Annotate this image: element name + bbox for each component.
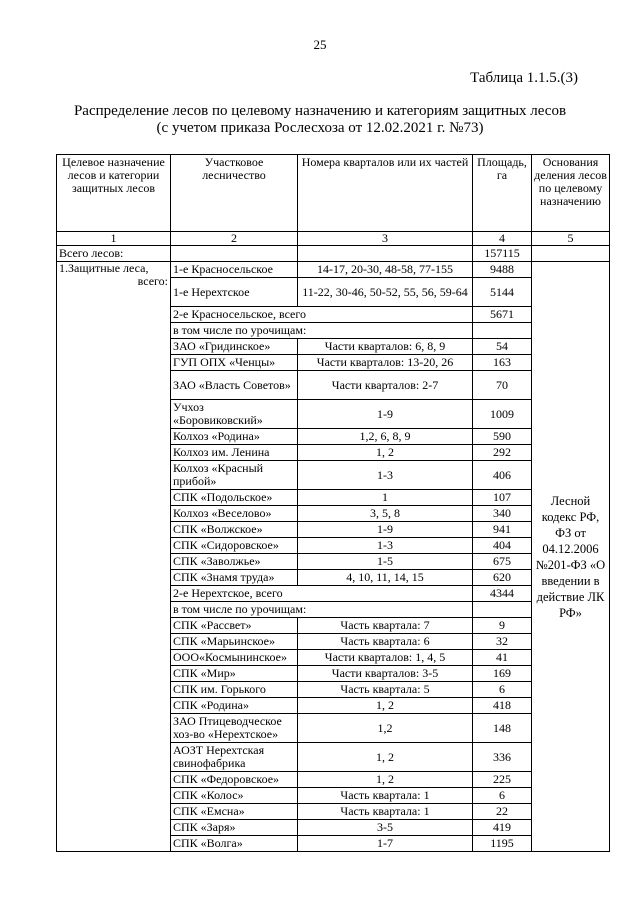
quarters-cell: 14-17, 20-30, 48-58, 77-155 xyxy=(298,262,473,278)
forestry-cell: СПК «Федоровское» xyxy=(171,772,298,788)
table-title xyxy=(0,103,640,137)
total-label: Всего лесов: xyxy=(57,246,171,262)
area-cell: 41 xyxy=(473,650,532,666)
forestry-cell: 1-е Красносельское xyxy=(171,262,298,278)
forestry-cell: АОЗТ Нерехтская свинофабрика xyxy=(171,743,298,772)
forestry-cell: СПК «Подольское» xyxy=(171,490,298,506)
quarters-cell: Часть квартала: 7 xyxy=(298,618,473,634)
quarters-cell: Часть квартала: 5 xyxy=(298,682,473,698)
area-cell: 419 xyxy=(473,820,532,836)
col-number: 1 xyxy=(57,232,171,246)
area-cell: 54 xyxy=(473,339,532,355)
table-body xyxy=(57,246,610,852)
title-line-2: (с учетом приказа Рослесхоза от 12.02.2021 г. №73) xyxy=(156,120,484,136)
quarters-cell: Часть квартала: 1 xyxy=(298,804,473,820)
area-cell: 225 xyxy=(473,772,532,788)
col-number: 2 xyxy=(171,232,298,246)
quarters-cell: 1 xyxy=(298,490,473,506)
area-cell: 590 xyxy=(473,429,532,445)
forestry-cell: 1-е Нерехтское xyxy=(171,278,298,307)
area-cell: 70 xyxy=(473,371,532,400)
forestry-cell: Колхоз «Красный прибой» xyxy=(171,461,298,490)
area-cell: 9488 xyxy=(473,262,532,278)
forest-distribution-table xyxy=(56,154,610,852)
area-cell: 1195 xyxy=(473,836,532,852)
table-row xyxy=(57,262,610,278)
subheading-label: в том числе по урочищам: xyxy=(171,602,473,618)
quarters-cell: 11-22, 30-46, 50-52, 55, 56, 59-64 xyxy=(298,278,473,307)
area-cell: 1009 xyxy=(473,400,532,429)
col-header-forestry: Участковое лесничество xyxy=(171,155,298,232)
forestry-cell: ЗАО Птицеводческое хоз-во «Нерехтское» xyxy=(171,714,298,743)
area-cell: 620 xyxy=(473,570,532,586)
forestry-cell: СПК «Волга» xyxy=(171,836,298,852)
col-number: 3 xyxy=(298,232,473,246)
quarters-cell: Часть квартала: 6 xyxy=(298,634,473,650)
area-cell: 6 xyxy=(473,788,532,804)
forestry-cell: СПК «Родина» xyxy=(171,698,298,714)
forestry-cell: ГУП ОПХ «Ченцы» xyxy=(171,355,298,371)
forestry-cell: СПК «Волжское» xyxy=(171,522,298,538)
area-cell: 292 xyxy=(473,445,532,461)
area-cell: 404 xyxy=(473,538,532,554)
quarters-cell: Части кварталов: 2-7 xyxy=(298,371,473,400)
forestry-cell: СПК им. Горького xyxy=(171,682,298,698)
total-area: 157115 xyxy=(473,246,532,262)
quarters-cell: 1, 2 xyxy=(298,772,473,788)
quarters-cell: 1-9 xyxy=(298,400,473,429)
quarters-cell: 3-5 xyxy=(298,820,473,836)
area-cell: 148 xyxy=(473,714,532,743)
forestry-cell: СПК «Емсна» xyxy=(171,804,298,820)
area-cell: 107 xyxy=(473,490,532,506)
quarters-cell: Части кварталов: 13-20, 26 xyxy=(298,355,473,371)
total-row xyxy=(57,246,610,262)
forestry-cell: СПК «Заволжье» xyxy=(171,554,298,570)
category-label xyxy=(57,262,171,852)
forestry-cell: СПК «Колос» xyxy=(171,788,298,804)
area-cell: 941 xyxy=(473,522,532,538)
forestry-cell: СПК «Знамя труда» xyxy=(171,570,298,586)
quarters-cell: 4, 10, 11, 14, 15 xyxy=(298,570,473,586)
area-cell: 340 xyxy=(473,506,532,522)
area-cell: 6 xyxy=(473,682,532,698)
forestry-cell: СПК «Марьинское» xyxy=(171,634,298,650)
quarters-cell: Часть квартала: 1 xyxy=(298,788,473,804)
quarters-cell: 1, 2 xyxy=(298,698,473,714)
quarters-cell: Части кварталов: 6, 8, 9 xyxy=(298,339,473,355)
col-number: 4 xyxy=(473,232,532,246)
forestry-cell: ЗАО «Гридинское» xyxy=(171,339,298,355)
forestry-cell: Колхоз им. Ленина xyxy=(171,445,298,461)
quarters-cell: 1-3 xyxy=(298,538,473,554)
page-number: 25 xyxy=(313,37,327,52)
area-cell: 675 xyxy=(473,554,532,570)
subtotal-label: 2-е Красносельское, всего xyxy=(171,307,473,323)
table-label: Таблица 1.1.5.(3) xyxy=(470,70,578,86)
forestry-cell: СПК «Рассвет» xyxy=(171,618,298,634)
forestry-cell: ООО«Космынинское» xyxy=(171,650,298,666)
area-cell: 406 xyxy=(473,461,532,490)
area-cell: 4344 xyxy=(473,586,532,602)
forestry-cell: СПК «Мир» xyxy=(171,666,298,682)
quarters-cell: 1-5 xyxy=(298,554,473,570)
forestry-cell: СПК «Заря» xyxy=(171,820,298,836)
quarters-cell: 1,2 xyxy=(298,714,473,743)
col-number: 5 xyxy=(532,232,610,246)
quarters-cell: 1,2, 6, 8, 9 xyxy=(298,429,473,445)
area-cell: 5671 xyxy=(473,307,532,323)
forestry-cell: Колхоз «Веселово» xyxy=(171,506,298,522)
quarters-cell: 3, 5, 8 xyxy=(298,506,473,522)
area-cell: 163 xyxy=(473,355,532,371)
quarters-cell: 1-3 xyxy=(298,461,473,490)
category-label-line1: 1.Защитные леса, xyxy=(59,261,149,275)
area-cell: 336 xyxy=(473,743,532,772)
area-cell: 5144 xyxy=(473,278,532,307)
quarters-cell: 1-9 xyxy=(298,522,473,538)
col-header-area: Площадь, га xyxy=(473,155,532,232)
forestry-cell: СПК «Сидоровское» xyxy=(171,538,298,554)
subtotal-label: 2-е Нерехтское, всего xyxy=(171,586,473,602)
basis-cell: Лесной кодекс РФ, ФЗ от 04.12.2006 №201-ФЗ «О введении в действие ЛК РФ» xyxy=(532,262,610,852)
area-cell: 9 xyxy=(473,618,532,634)
forestry-cell: Колхоз «Родина» xyxy=(171,429,298,445)
forestry-cell: Учхоз «Боровиковский» xyxy=(171,400,298,429)
quarters-cell: 1, 2 xyxy=(298,743,473,772)
forestry-cell: ЗАО «Власть Советов» xyxy=(171,371,298,400)
quarters-cell: 1-7 xyxy=(298,836,473,852)
quarters-cell: Части кварталов: 1, 4, 5 xyxy=(298,650,473,666)
col-header-quarters: Номера кварталов или их частей xyxy=(298,155,473,232)
area-cell: 22 xyxy=(473,804,532,820)
area-cell xyxy=(473,323,532,339)
col-header-basis: Основания деления лесов по целевому назначению xyxy=(532,155,610,232)
area-cell xyxy=(473,602,532,618)
col-header-purpose: Целевое назначение лесов и категории защитных лесов xyxy=(57,155,171,232)
category-label-line2: всего: xyxy=(137,274,168,288)
subheading-label: в том числе по урочищам: xyxy=(171,323,473,339)
title-line-1: Распределение лесов по целевому назначению и категориям защитных лесов xyxy=(73,103,567,119)
area-cell: 418 xyxy=(473,698,532,714)
quarters-cell: Части кварталов: 3-5 xyxy=(298,666,473,682)
area-cell: 169 xyxy=(473,666,532,682)
quarters-cell: 1, 2 xyxy=(298,445,473,461)
area-cell: 32 xyxy=(473,634,532,650)
